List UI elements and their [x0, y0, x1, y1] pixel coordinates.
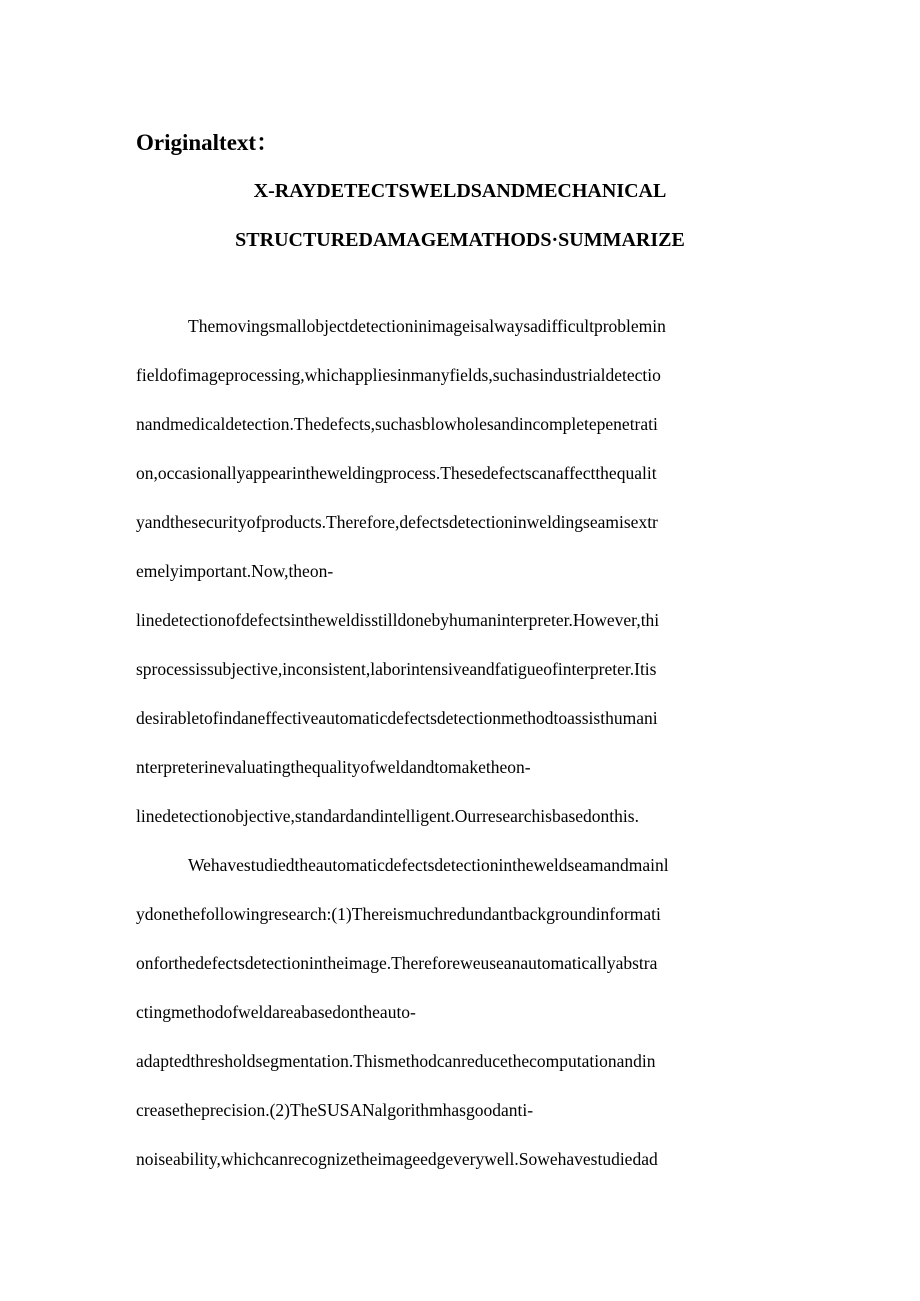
paragraph1-line: on,occasionallyappearintheweldingprocess.Thesedefectscanaffectthequalit [136, 463, 657, 483]
paragraph2-line: ydonethefollowingresearch:(1)Thereismuchredundantbackgroundinformati [136, 904, 661, 924]
paragraph2-line: creasetheprecision.(2)TheSUSANalgorithmhasgoodanti- [136, 1100, 534, 1120]
title-line-2: STRUCTUREDAMAGEMATHODS·SUMMARIZE [235, 229, 685, 251]
title-line-1: X-RAYDETECTSWELDSANDMECHANICAL [253, 180, 667, 202]
paragraph1-line: yandthesecurityofproducts.Therefore,defectsdetectioninweldingseamisextr [136, 512, 658, 532]
paragraph1-line: linedetectionofdefectsintheweldisstilldonebyhumaninterpreter.However,thi [136, 610, 660, 630]
paragraph2-line: noiseability,whichcanrecognizetheimageedgeverywell.Sowehavestudiedad [136, 1149, 658, 1169]
paragraph2-line: ctingmethodofweldareabasedontheauto- [136, 1002, 416, 1022]
paragraph1-line: nandmedicaldetection.Thedefects,suchasblowholesandincompletepenetrati [136, 414, 658, 434]
paragraph2-line: adaptedthresholdsegmentation.Thismethodcanreducethecomputationandin [136, 1051, 656, 1071]
paragraph1-line: Themovingsmallobjectdetectioninimageisalwaysadifficultproblemin [188, 316, 666, 336]
paragraph1-line: fieldofimageprocessing,whichappliesinmanyfields,suchasindustrialdetectio [136, 365, 661, 385]
section-label: Originaltext： [136, 130, 280, 155]
paragraph1-line: emelyimportant.Now,theon- [136, 561, 334, 581]
paragraph2-line: Wehavestudiedtheautomaticdefectsdetectionintheweldseamandmainl [188, 855, 669, 875]
paragraph2-line: onforthedefectsdetectionintheimage.Thereforeweuseanautomaticallyabstra [136, 953, 658, 973]
paragraph1-line: desirabletofindaneffectiveautomaticdefectsdetectionmethodtoassisthumani [136, 708, 658, 728]
paragraph1-line: sprocessissubjective,inconsistent,laborintensiveandfatigueofinterpreter.Itis [136, 659, 657, 679]
paragraph1-line: nterpreterinevaluatingthequalityofweldandtomaketheon- [136, 757, 531, 777]
paragraph1-line: linedetectionobjective,standardandintelligent.Ourresearchisbasedonthis. [136, 806, 639, 826]
